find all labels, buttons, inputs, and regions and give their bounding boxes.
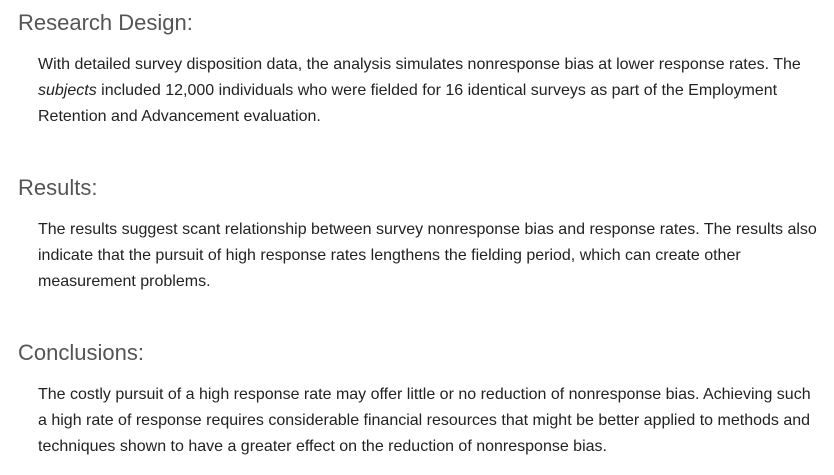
results-text: The results suggest scant relationship between survey nonresponse bias and response rates. The results also indicate that the pursuit of high response rates lengthens the fielding period, which can create other measurement problems. (38, 221, 817, 290)
research-design-text (18, 52, 818, 130)
research-design-heading: Research Design: (18, 10, 193, 35)
conclusions-heading: Conclusions: (18, 340, 144, 365)
research-design-text-part-2: included 12,000 individuals who were fielded for 16 identical surveys as part of the Employment Retention and Advancement evaluation. (38, 82, 778, 125)
conclusions-text: The costly pursuit of a high response rate may offer little or no reduction of nonresponse bias. Achieving such a high rate of response requires considerable financial resources that might be better applied to methods and techniques shown to have a greater effect on the reduction of nonresponse bias. (38, 386, 811, 455)
research-design-italic-term: subjects (38, 82, 97, 99)
research-design-text-part-1: With detailed survey disposition data, the analysis simulates nonresponse bias at lower response rates. The (38, 56, 801, 73)
results-heading: Results: (18, 175, 98, 200)
